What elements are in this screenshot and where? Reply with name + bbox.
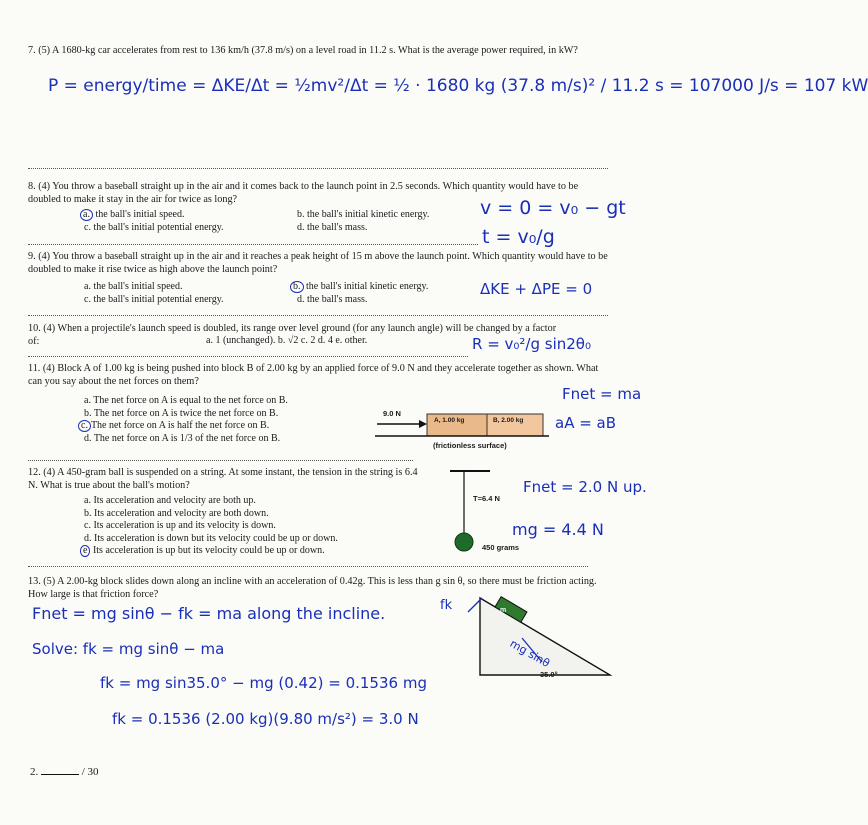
fig-angle-label: 35.0° [540, 670, 558, 679]
fig-block-label: m [500, 607, 507, 614]
score-total: / 30 [81, 766, 99, 778]
question-11-handwritten-work-2: aA = aB [555, 414, 617, 432]
question-7-text: 7. (5) A 1680-kg car accelerates from rest to 136 km/h (37.8 m/s) on a level road in 11.2 s. What is the average power required, in kW? [28, 45, 578, 56]
question-11-handwritten-work-1: Fnet = ma [562, 385, 642, 403]
question-8-option-b: b. the ball's initial kinetic energy. [297, 209, 430, 220]
question-11-option-d: d. The net force on A is 1/3 of the net force on B. [84, 433, 281, 444]
question-8-option-d: d. the ball's mass. [297, 222, 368, 233]
divider [28, 460, 413, 461]
page-number: 2. [30, 766, 39, 778]
question-11-option-c: c. The net force on A is half the net force on B. [78, 420, 269, 432]
fig-block-a-label: A, 1.00 kg [434, 417, 465, 424]
answer-circle: a. [80, 209, 93, 221]
fig-gravity-label: mg sinθ [507, 636, 553, 671]
question-12-text: 12. (4) A 450-gram ball is suspended on a string. At some instant, the tension in the string is 6.4 N. What is true about the ball's motion? [28, 467, 418, 491]
question-13-text: 13. (5) A 2.00-kg block slides down along an incline with an acceleration of 0.42g. This is less than g sin θ, so there must be friction acting. How large is that friction force? [28, 576, 597, 600]
question-13-handwritten-work-4: fk = 0.1536 (2.00 kg)(9.80 m/s²) = 3.0 N [112, 710, 419, 728]
question-10-text: 10. (4) When a projectile's launch speed is doubled, its range over level ground (for any launch angle) will be changed by a factor of: [28, 323, 557, 347]
question-9-option-d: d. the ball's mass. [297, 294, 368, 305]
page-score-footer [30, 766, 99, 778]
question-12-option-e: e Its acceleration is up but its velocity could be up or down. [80, 545, 325, 557]
question-13-handwritten-work-2: Solve: fk = mg sinθ − ma [32, 640, 225, 658]
fig-mass-label: 450 grams [482, 543, 520, 552]
question-9-option-c: c. the ball's initial potential energy. [84, 294, 224, 305]
fig-surface-label: (frictionless surface) [433, 441, 507, 450]
ball [455, 533, 473, 551]
question-13-handwritten-work-3: fk = mg sin35.0° − mg (0.42) = 0.1536 mg [100, 674, 427, 692]
question-10-handwritten-work: R = v₀²/g sin2θ₀ [472, 335, 591, 353]
fig-force-label: 9.0 N [383, 409, 401, 418]
question-8-option-a: a. the ball's initial speed. [80, 209, 184, 221]
divider [28, 244, 478, 245]
question-11-option-b: b. The net force on A is twice the net force on B. [84, 408, 279, 419]
question-12-handwritten-work-2: mg = 4.4 N [512, 520, 604, 539]
question-12-option-d: d. Its acceleration is down but its velocity could be up or down. [84, 533, 338, 544]
question-13-handwritten-work-1: Fnet = mg sinθ − fk = ma along the incline. [32, 604, 386, 623]
question-12-option-b: b. Its acceleration and velocity are both down. [84, 508, 269, 519]
question-9-text: 9. (4) You throw a baseball straight up in the air and it reaches a peak height of 15 m above the launch point. Which quantity would have to be doubled to make it rise twice as high above the launch point? [28, 251, 608, 275]
question-8-option-c: c. the ball's initial potential energy. [84, 222, 224, 233]
fig-tension-label: T=6.4 N [473, 494, 500, 503]
question-8-text: 8. (4) You throw a baseball straight up in the air and it comes back to the launch point in 2.5 seconds. Which quantity would have to be doubled to make it stay in the air for twice as long? [28, 181, 579, 205]
divider [28, 566, 588, 567]
question-12-handwritten-work-1: Fnet = 2.0 N up. [523, 478, 647, 496]
divider [28, 356, 468, 357]
question-9-option-b: b. the ball's initial kinetic energy. [290, 281, 428, 293]
question-11-option-a: a. The net force on A is equal to the net force on B. [84, 395, 288, 406]
divider [28, 168, 608, 169]
fig-friction-label: fk [440, 598, 453, 613]
question-11-text: 11. (4) Block A of 1.00 kg is being pushed into block B of 2.00 kg by an applied force of 9.0 N and they accelerate together as shown. What can you say about the net forces on them? [28, 363, 599, 387]
force-arrow-head [419, 420, 427, 428]
answer-circle: b. [290, 281, 304, 293]
divider [28, 315, 608, 316]
question-7-handwritten-work: P = energy/time = ΔKE/Δt = ½mv²/Δt = ½ · 1680 kg (37.8 m/s)² / 11.2 s = 107000 J/s = 107 kW [48, 76, 868, 96]
answer-circle: c. [78, 420, 91, 432]
score-blank [41, 774, 79, 775]
answer-circle: e [80, 545, 90, 557]
question-8-handwritten-work-1: v = 0 = v₀ − gt [480, 197, 626, 219]
fig-block-b-label: B, 2.00 kg [493, 417, 524, 424]
question-10-options: a. 1 (unchanged). b. √2 c. 2 d. 4 e. other. [206, 335, 368, 346]
question-12-option-c: c. Its acceleration is up and its velocity is down. [84, 520, 276, 531]
question-9-option-a: a. the ball's initial speed. [84, 281, 183, 292]
question-8-handwritten-work-2: t = v₀/g [482, 226, 555, 248]
question-9-handwritten-work: ΔKE + ΔPE = 0 [480, 280, 593, 298]
incline-diagram [460, 590, 615, 685]
question-12-option-a: a. Its acceleration and velocity are both up. [84, 495, 256, 506]
